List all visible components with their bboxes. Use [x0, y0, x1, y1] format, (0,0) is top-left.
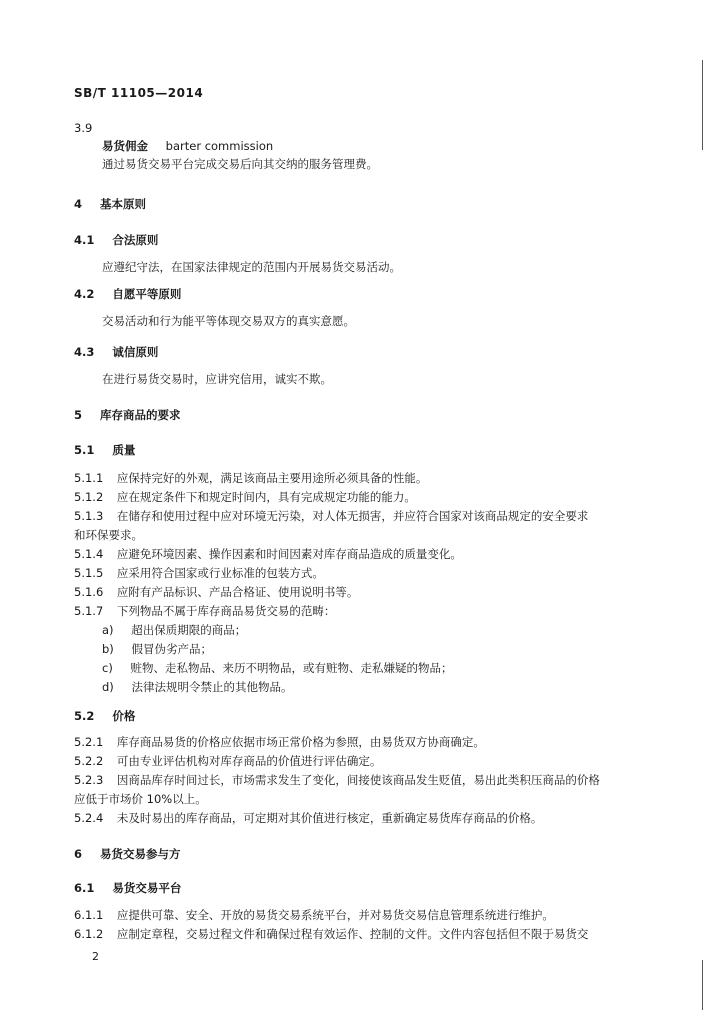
clause-5-1-2 — [74, 489, 416, 505]
clause-number: 5.1.5 — [74, 566, 104, 580]
section-4-2-text: 交易活动和行为能平等体现交易双方的真实意愿。 — [102, 314, 355, 328]
clause-5-2-4 — [74, 810, 542, 826]
section-4-heading — [74, 196, 146, 212]
section-title: 易货交易参与方 — [100, 847, 181, 861]
clause-3-9-number: 3.9 — [74, 121, 93, 135]
clause-5-2-2 — [74, 753, 381, 769]
clause-number: 5.1.2 — [74, 490, 104, 504]
list-label: d) — [102, 680, 114, 694]
section-number: 4.2 — [74, 287, 95, 301]
list-item — [102, 622, 246, 638]
clause-text: 应采用符合国家或行业标准的包装方式。 — [116, 566, 324, 580]
section-4-1-heading — [74, 232, 158, 248]
clause-text: 应保持完好的外观，满足该商品主要用途所必须具备的性能。 — [116, 471, 428, 485]
section-4-3-text: 在进行易货交易时，应讲究信用，诚实不欺。 — [102, 372, 332, 386]
section-4-3-heading — [74, 344, 158, 360]
list-text: 超出保质期限的商品； — [131, 623, 247, 637]
section-number: 4 — [74, 197, 83, 211]
list-text: 假冒伪劣产品； — [131, 642, 212, 656]
section-number: 4.3 — [74, 345, 95, 359]
scan-edge-mark — [702, 60, 703, 150]
list-label: b) — [102, 642, 114, 656]
clause-5-1-1 — [74, 470, 427, 486]
clause-5-1-6 — [74, 584, 358, 600]
section-6-heading — [74, 846, 181, 862]
clause-number: 5.2.2 — [74, 754, 104, 768]
clause-text: 库存商品易货的价格应依据市场正常价格为参照，由易货双方协商确定。 — [116, 735, 485, 749]
clause-5-1-7 — [74, 603, 335, 619]
clause-text: 应附有产品标识、产品合格证、使用说明书等。 — [116, 585, 359, 599]
section-5-1-heading — [74, 442, 135, 458]
clause-number: 5.1.1 — [74, 471, 104, 485]
list-text: 赃物、走私物品、来历不明物品，或有赃物、走私嫌疑的物品； — [130, 661, 453, 675]
scan-edge-mark — [702, 960, 703, 1010]
clause-text: 应在规定条件下和规定时间内，具有完成规定功能的能力。 — [116, 490, 416, 504]
clause-5-1-4 — [74, 546, 462, 562]
section-4-2-heading — [74, 286, 181, 302]
section-number: 5.1 — [74, 443, 95, 457]
section-number: 5 — [74, 408, 83, 422]
term-chinese: 易货佣金 — [102, 139, 148, 153]
section-title: 基本原则 — [100, 197, 147, 211]
section-title: 诚信原则 — [112, 345, 159, 359]
section-title: 价格 — [112, 709, 136, 723]
page-number: 2 — [92, 950, 99, 963]
clause-5-1-3 — [74, 508, 588, 524]
clause-3-9-definition: 通过易货交易平台完成交易后向其交纳的服务管理费。 — [102, 157, 378, 171]
list-item — [102, 641, 212, 657]
clause-number: 6.1.1 — [74, 908, 104, 922]
section-number: 6.1 — [74, 881, 95, 895]
clause-number: 5.1.6 — [74, 585, 104, 599]
clause-text: 在储存和使用过程中应对环境无污染，对人体无损害，并应符合国家对该商品规定的安全要求 — [116, 509, 589, 523]
clause-5-2-3-continued: 应低于市场价 10%以上。 — [74, 792, 207, 806]
clause-number: 5.2.4 — [74, 811, 104, 825]
section-title: 库存商品的要求 — [100, 408, 181, 422]
section-number: 6 — [74, 847, 83, 861]
section-6-1-heading — [74, 880, 181, 896]
clause-5-1-3-continued: 和环保要求。 — [74, 528, 143, 542]
clause-5-2-3 — [74, 772, 600, 788]
standard-header: SB/T 11105—2014 — [74, 86, 204, 100]
clause-text: 应制定章程，交易过程文件和确保过程有效运作、控制的文件。文件内容包括但不限于易货交 — [116, 927, 589, 941]
clause-text: 应避免环境因素、操作因素和时间因素对库存商品造成的质量变化。 — [116, 547, 462, 561]
clause-number: 5.1.7 — [74, 604, 104, 618]
clause-6-1-1 — [74, 907, 554, 923]
section-title: 自愿平等原则 — [112, 287, 182, 301]
term-english: barter commission — [165, 139, 274, 153]
clause-text: 未及时易出的库存商品，可定期对其价值进行核定，重新确定易货库存商品的价格。 — [116, 811, 543, 825]
section-number: 5.2 — [74, 709, 95, 723]
section-5-2-heading — [74, 708, 135, 724]
clause-number: 6.1.2 — [74, 927, 104, 941]
clause-number: 5.2.3 — [74, 773, 104, 787]
clause-text: 可由专业评估机构对库存商品的价值进行评估确定。 — [116, 754, 382, 768]
clause-3-9-term — [102, 138, 273, 154]
clause-number: 5.2.1 — [74, 735, 104, 749]
clause-5-2-1 — [74, 734, 485, 750]
list-item — [102, 679, 292, 695]
section-5-heading — [74, 407, 181, 423]
section-title: 易货交易平台 — [112, 881, 182, 895]
clause-number: 5.1.3 — [74, 509, 104, 523]
clause-number: 5.1.4 — [74, 547, 104, 561]
section-4-1-text: 应遵纪守法，在国家法律规定的范围内开展易货交易活动。 — [102, 260, 401, 274]
section-title: 质量 — [112, 443, 136, 457]
section-title: 合法原则 — [112, 233, 159, 247]
list-item — [102, 660, 452, 676]
clause-6-1-2 — [74, 926, 588, 942]
clause-5-1-5 — [74, 565, 324, 581]
section-number: 4.1 — [74, 233, 95, 247]
clause-text: 下列物品不属于库存商品易货交易的范畴： — [116, 604, 336, 618]
list-text: 法律法规明令禁止的其他物品。 — [131, 680, 293, 694]
list-label: a) — [102, 623, 114, 637]
clause-text: 因商品库存时间过长，市场需求发生了变化，间接使该商品发生贬值，易出此类积压商品的价格 — [116, 773, 600, 787]
clause-text: 应提供可靠、安全、开放的易货交易系统平台，并对易货交易信息管理系统进行维护。 — [116, 908, 554, 922]
list-label: c) — [102, 661, 113, 675]
